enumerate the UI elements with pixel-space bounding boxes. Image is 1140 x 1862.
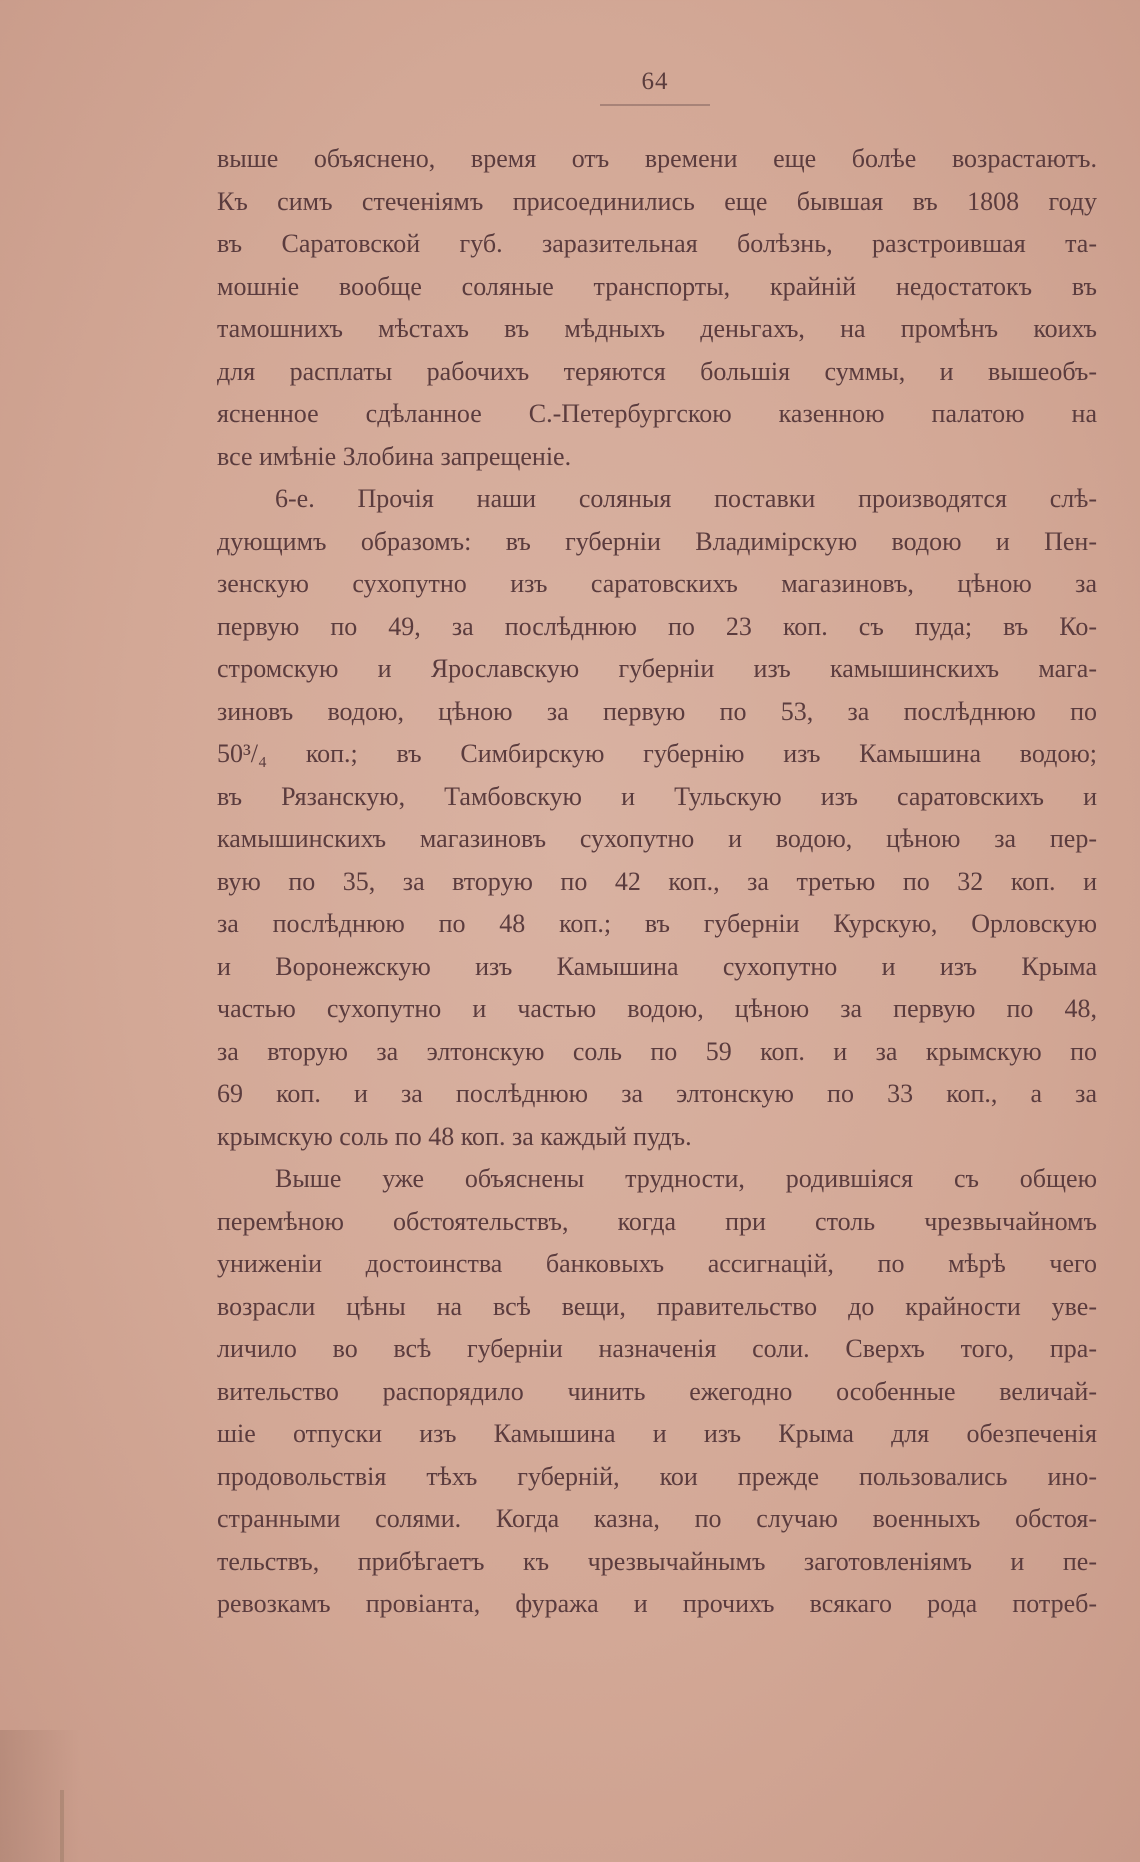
text-line: Къ симъ стеченiямъ присоединились еще бывшая въ 1808 году	[217, 186, 1097, 216]
page-edge-shadow	[0, 1730, 80, 1862]
text-line: 50³/₄ коп.; въ Симбирскую губернiю изъ Камышина водою;	[217, 739, 1097, 768]
body-text	[217, 138, 1097, 1626]
text-line: для расплаты рабочихъ теряются большiя суммы, и вышеобъ-	[217, 356, 1097, 386]
text-line: перемѣною обстоятельствъ, когда при столь чрезвычайномъ	[217, 1206, 1097, 1236]
text-line: продовольствiя тѣхъ губернiй, кои прежде пользовались ино-	[217, 1461, 1097, 1491]
text-line: мошнiе вообще соляные транспорты, крайнiй недостатокъ въ	[217, 271, 1097, 301]
text-line: за вторую за элтонскую соль по 59 коп. и за крымскую по	[217, 1036, 1097, 1066]
page-number-rule	[600, 104, 710, 106]
text-line: зенскую сухопутно изъ саратовскихъ магазиновъ, цѣною за	[217, 569, 1097, 598]
text-line: ревозкамъ провiанта, фуража и прочихъ всякаго рода потреб-	[217, 1589, 1097, 1618]
text-line: униженiи достоинства банковыхъ ассигнацiй, по мѣрѣ чего	[217, 1249, 1097, 1278]
paragraph-start-line: Выше уже объяснены трудности, родившiяся съ общею	[275, 1164, 1097, 1193]
text-line: частью сухопутно и частью водою, цѣною за первую по 48,	[217, 994, 1097, 1023]
paragraph-end-line: все имѣнiе Злобина запрещенiе.	[217, 441, 572, 471]
text-line: зиновъ водою, цѣною за первую по 53, за послѣднюю по	[217, 696, 1097, 726]
text-line: и Воронежскую изъ Камышина сухопутно и изъ Крыма	[217, 951, 1097, 981]
text-line: въ Рязанскую, Тамбовскую и Тульскую изъ саратовскихъ и	[217, 781, 1097, 811]
text-line: вую по 35, за вторую по 42 коп., за третью по 32 коп. и	[217, 866, 1097, 896]
text-line: вительство распорядило чинить ежегодно особенные величай-	[217, 1376, 1097, 1406]
page-edge-mark	[60, 1790, 64, 1862]
text-line: ясненное сдѣланное С.-Петербургскою казенною палатою на	[217, 399, 1097, 428]
text-line: возрасли цѣны на всѣ вещи, правительство до крайности уве-	[217, 1291, 1097, 1321]
text-line: за послѣднюю по 48 коп.; въ губернiи Курскую, Орловскую	[217, 909, 1097, 938]
text-line: тамошнихъ мѣстахъ въ мѣдныхъ деньгахъ, на промѣнъ коихъ	[217, 314, 1097, 343]
text-line: дующимъ образомъ: въ губернiи Владимiрскую водою и Пен-	[217, 526, 1097, 556]
text-line: камышинскихъ магазиновъ сухопутно и водою, цѣною за пер-	[217, 824, 1097, 853]
text-line: первую по 49, за послѣднюю по 23 коп. съ пуда; въ Ко-	[217, 611, 1097, 641]
page-number: 64	[641, 68, 669, 95]
text-line: странными солями. Когда казна, по случаю военныхъ обстоя-	[217, 1504, 1097, 1533]
paragraph-end-line: крымскую соль по 48 коп. за каждый пудъ.	[217, 1121, 692, 1151]
text-line: шiе отпуски изъ Камышина и изъ Крыма для обезпеченiя	[217, 1419, 1097, 1448]
text-line: личило во всѣ губернiи назначенiя соли. Сверхъ того, пра-	[217, 1334, 1097, 1363]
text-line: выше объяснено, время отъ времени еще болѣе возрастаютъ.	[217, 144, 1097, 173]
text-line: стромскую и Ярославскую губернiи изъ камышинскихъ мага-	[217, 654, 1097, 683]
paragraph-start-line: 6-е. Прочiя наши соляныя поставки производятся слѣ-	[275, 484, 1097, 513]
text-line: тельствъ, прибѣгаетъ къ чрезвычайнымъ заготовленiямъ и пе-	[217, 1546, 1097, 1576]
text-line: 69 коп. и за послѣднюю за элтонскую по 33 коп., а за	[217, 1079, 1097, 1108]
text-line: въ Саратовской губ. заразительная болѣзнь, разстроившая та-	[217, 229, 1097, 258]
